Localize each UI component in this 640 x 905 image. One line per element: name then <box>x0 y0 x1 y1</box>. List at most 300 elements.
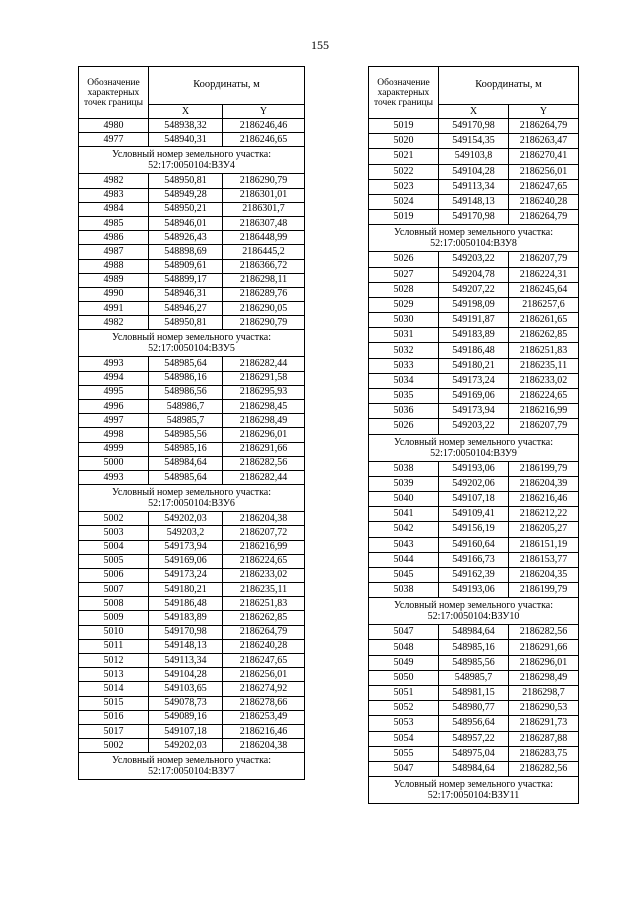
coord-x: 548984,64 <box>439 761 509 776</box>
point-id: 4986 <box>79 231 149 245</box>
coord-x: 549113,34 <box>439 179 509 194</box>
coord-x: 548981,15 <box>439 686 509 701</box>
point-id: 5034 <box>369 373 439 388</box>
point-id: 5051 <box>369 686 439 701</box>
coord-y: 2186298,49 <box>509 670 579 685</box>
coord-x: 549180,21 <box>439 358 509 373</box>
coord-x: 549202,03 <box>149 739 223 753</box>
land-plot-section-row <box>79 753 305 780</box>
coord-y: 2186212,22 <box>509 507 579 522</box>
point-id: 5054 <box>369 731 439 746</box>
coord-y: 2186240,28 <box>509 194 579 209</box>
table-row <box>369 552 579 567</box>
land-plot-number: Условный номер земельного участка: 52:17:0050104:ВЗУ7 <box>79 753 305 780</box>
table-row <box>369 522 579 537</box>
point-id: 5002 <box>79 739 149 753</box>
coord-y: 2186235,11 <box>509 358 579 373</box>
land-plot-number: Условный номер земельного участка: 52:17:0050104:ВЗУ4 <box>79 147 305 174</box>
coord-y: 2186290,79 <box>223 174 305 188</box>
table-row <box>79 597 305 611</box>
point-id: 4984 <box>79 202 149 216</box>
table-body-right <box>369 119 579 804</box>
point-id: 5002 <box>79 512 149 526</box>
coord-x: 549202,03 <box>149 512 223 526</box>
coord-y: 2186216,99 <box>223 540 305 554</box>
point-id: 4985 <box>79 216 149 230</box>
coord-x: 548985,7 <box>149 414 223 428</box>
coord-y: 2186246,65 <box>223 133 305 147</box>
coord-x: 549183,89 <box>149 611 223 625</box>
table-row <box>79 470 305 484</box>
point-id: 4990 <box>79 287 149 301</box>
coord-y: 2186445,2 <box>223 245 305 259</box>
coord-y: 2186278,66 <box>223 696 305 710</box>
point-id: 5008 <box>79 597 149 611</box>
point-id: 5031 <box>369 328 439 343</box>
coord-y: 2186282,56 <box>509 761 579 776</box>
coord-x: 548980,77 <box>439 701 509 716</box>
coord-y: 2186290,53 <box>509 701 579 716</box>
point-id: 4993 <box>79 357 149 371</box>
table-row <box>369 149 579 164</box>
point-id: 5007 <box>79 583 149 597</box>
coord-x: 549107,18 <box>149 724 223 738</box>
coord-x: 549207,22 <box>439 282 509 297</box>
table-row <box>79 568 305 582</box>
header-x: X <box>439 105 509 119</box>
coord-y: 2186264,79 <box>223 625 305 639</box>
point-id: 5042 <box>369 522 439 537</box>
coord-y: 2186291,66 <box>223 442 305 456</box>
point-id: 5000 <box>79 456 149 470</box>
point-id: 5044 <box>369 552 439 567</box>
table-row <box>79 710 305 724</box>
table-row <box>79 302 305 316</box>
table-row <box>369 567 579 582</box>
point-id: 4995 <box>79 385 149 399</box>
land-plot-section-row <box>369 777 579 804</box>
point-id: 5039 <box>369 476 439 491</box>
table-row <box>79 216 305 230</box>
table-body-left <box>79 119 305 780</box>
point-id: 5024 <box>369 194 439 209</box>
table-row <box>369 491 579 506</box>
coord-x: 548938,32 <box>149 119 223 133</box>
coord-x: 549113,34 <box>149 654 223 668</box>
point-id: 4993 <box>79 470 149 484</box>
table-row <box>79 554 305 568</box>
coord-x: 548950,21 <box>149 202 223 216</box>
land-plot-section-row <box>79 147 305 174</box>
coord-x: 548957,22 <box>439 731 509 746</box>
coord-y: 2186233,02 <box>509 373 579 388</box>
coord-x: 549173,94 <box>149 540 223 554</box>
coord-y: 2186366,72 <box>223 259 305 273</box>
coord-y: 2186290,05 <box>223 302 305 316</box>
coord-y: 2186261,65 <box>509 313 579 328</box>
coord-y: 2186283,75 <box>509 746 579 761</box>
table-row <box>369 297 579 312</box>
coord-x: 549198,09 <box>439 297 509 312</box>
table-row <box>79 668 305 682</box>
coord-y: 2186205,27 <box>509 522 579 537</box>
coord-x: 549148,13 <box>149 639 223 653</box>
coord-y: 2186233,02 <box>223 568 305 582</box>
point-id: 5050 <box>369 670 439 685</box>
coord-x: 549169,06 <box>439 389 509 404</box>
table-row <box>369 761 579 776</box>
point-id: 5036 <box>369 404 439 419</box>
coordinates-table-right <box>368 66 579 804</box>
coord-y: 2186296,01 <box>509 655 579 670</box>
point-id: 4987 <box>79 245 149 259</box>
coord-y: 2186204,39 <box>509 476 579 491</box>
coord-x: 549186,48 <box>149 597 223 611</box>
table-row <box>369 670 579 685</box>
coord-x: 548950,81 <box>149 174 223 188</box>
point-id: 5010 <box>79 625 149 639</box>
coord-y: 2186291,66 <box>509 640 579 655</box>
coord-y: 2186204,38 <box>223 512 305 526</box>
point-id: 4989 <box>79 273 149 287</box>
table-row <box>369 389 579 404</box>
coord-x: 548899,17 <box>149 273 223 287</box>
coord-x: 549202,06 <box>439 476 509 491</box>
coord-x: 549166,73 <box>439 552 509 567</box>
coord-y: 2186204,38 <box>223 739 305 753</box>
table-row <box>369 419 579 434</box>
table-row <box>369 134 579 149</box>
table-row <box>79 273 305 287</box>
table-row <box>79 400 305 414</box>
coord-x: 548956,64 <box>439 716 509 731</box>
coord-y: 2186251,83 <box>509 343 579 358</box>
coord-y: 2186290,79 <box>223 316 305 330</box>
table-row <box>79 625 305 639</box>
point-id: 5038 <box>369 583 439 598</box>
point-id: 5003 <box>79 526 149 540</box>
coord-x: 549204,78 <box>439 267 509 282</box>
point-id: 5015 <box>79 696 149 710</box>
table-row <box>369 537 579 552</box>
point-id: 5045 <box>369 567 439 582</box>
table-row <box>79 639 305 653</box>
table-row <box>369 746 579 761</box>
table-row <box>369 461 579 476</box>
point-id: 5017 <box>79 724 149 738</box>
coord-y: 2186298,49 <box>223 414 305 428</box>
coord-y: 2186224,31 <box>509 267 579 282</box>
coord-y: 2186216,99 <box>509 404 579 419</box>
point-id: 4991 <box>79 302 149 316</box>
coord-y: 2186298,7 <box>509 686 579 701</box>
coord-x: 548986,56 <box>149 385 223 399</box>
point-id: 5026 <box>369 419 439 434</box>
table-row <box>79 442 305 456</box>
coord-x: 549078,73 <box>149 696 223 710</box>
coord-y: 2186274,92 <box>223 682 305 696</box>
table-row <box>79 456 305 470</box>
coord-y: 2186263,47 <box>509 134 579 149</box>
table-row <box>369 252 579 267</box>
point-id: 5052 <box>369 701 439 716</box>
point-id: 5009 <box>79 611 149 625</box>
point-id: 5038 <box>369 461 439 476</box>
coord-x: 549186,48 <box>439 343 509 358</box>
coord-x: 548986,16 <box>149 371 223 385</box>
land-plot-section-row <box>79 330 305 357</box>
point-id: 5035 <box>369 389 439 404</box>
coord-y: 2186301,7 <box>223 202 305 216</box>
coord-y: 2186245,64 <box>509 282 579 297</box>
table-row <box>79 316 305 330</box>
coord-y: 2186291,73 <box>509 716 579 731</box>
table-row <box>79 231 305 245</box>
coord-x: 548949,28 <box>149 188 223 202</box>
coord-y: 2186448,99 <box>223 231 305 245</box>
point-id: 5019 <box>369 119 439 134</box>
point-id: 5026 <box>369 252 439 267</box>
point-id: 5013 <box>79 668 149 682</box>
coord-x: 549191,87 <box>439 313 509 328</box>
coord-x: 549103,65 <box>149 682 223 696</box>
table-row <box>369 373 579 388</box>
coord-x: 549183,89 <box>439 328 509 343</box>
coord-x: 549162,39 <box>439 567 509 582</box>
table-row <box>369 358 579 373</box>
coord-y: 2186216,46 <box>509 491 579 506</box>
coord-x: 548946,01 <box>149 216 223 230</box>
table-row <box>369 686 579 701</box>
point-id: 5023 <box>369 179 439 194</box>
table-row <box>369 716 579 731</box>
point-id: 4988 <box>79 259 149 273</box>
coord-y: 2186204,35 <box>509 567 579 582</box>
point-id: 4983 <box>79 188 149 202</box>
coord-x: 549154,35 <box>439 134 509 149</box>
table-row <box>369 313 579 328</box>
table-row <box>369 328 579 343</box>
point-id: 5004 <box>79 540 149 554</box>
coord-y: 2186207,72 <box>223 526 305 540</box>
point-id: 5011 <box>79 639 149 653</box>
coord-x: 548985,64 <box>149 470 223 484</box>
point-id: 5040 <box>369 491 439 506</box>
coord-x: 548986,7 <box>149 400 223 414</box>
table-row <box>79 174 305 188</box>
point-id: 5030 <box>369 313 439 328</box>
coord-y: 2186235,11 <box>223 583 305 597</box>
coord-x: 549104,28 <box>439 164 509 179</box>
coord-x: 548926,43 <box>149 231 223 245</box>
point-id: 5022 <box>369 164 439 179</box>
coord-y: 2186253,49 <box>223 710 305 724</box>
coord-y: 2186282,44 <box>223 357 305 371</box>
land-plot-section-row <box>369 434 579 461</box>
table-row <box>79 385 305 399</box>
land-plot-number: Условный номер земельного участка: 52:17:0050104:ВЗУ9 <box>369 434 579 461</box>
point-id: 5047 <box>369 625 439 640</box>
point-id: 4980 <box>79 119 149 133</box>
table-row <box>369 731 579 746</box>
coord-x: 548984,64 <box>439 625 509 640</box>
table-row <box>79 414 305 428</box>
coord-y: 2186151,19 <box>509 537 579 552</box>
coord-x: 548985,64 <box>149 357 223 371</box>
coord-x: 548909,61 <box>149 259 223 273</box>
table-row <box>79 739 305 753</box>
point-id: 5014 <box>79 682 149 696</box>
table-row <box>79 428 305 442</box>
coord-x: 549103,8 <box>439 149 509 164</box>
coord-y: 2186307,48 <box>223 216 305 230</box>
table-row <box>79 371 305 385</box>
coord-y: 2186247,65 <box>509 179 579 194</box>
coord-x: 548985,56 <box>439 655 509 670</box>
table-row <box>369 210 579 225</box>
point-id: 5032 <box>369 343 439 358</box>
point-id: 4977 <box>79 133 149 147</box>
coord-y: 2186296,01 <box>223 428 305 442</box>
table-row <box>79 357 305 371</box>
land-plot-number: Условный номер земельного участка: 52:17:0050104:ВЗУ6 <box>79 485 305 512</box>
coord-y: 2186301,01 <box>223 188 305 202</box>
coord-y: 2186291,58 <box>223 371 305 385</box>
coord-x: 548985,16 <box>439 640 509 655</box>
table-row <box>79 540 305 554</box>
coord-y: 2186256,01 <box>223 668 305 682</box>
page-number: 155 <box>311 38 329 52</box>
land-plot-section-row <box>369 225 579 252</box>
table-row <box>369 583 579 598</box>
coord-y: 2186224,65 <box>509 389 579 404</box>
coord-y: 2186153,77 <box>509 552 579 567</box>
header-coordinates: Координаты, м <box>439 67 579 105</box>
coord-y: 2186246,46 <box>223 119 305 133</box>
coord-y: 2186270,41 <box>509 149 579 164</box>
coord-y: 2186287,88 <box>509 731 579 746</box>
coord-y: 2186295,93 <box>223 385 305 399</box>
point-id: 4982 <box>79 316 149 330</box>
coord-x: 548946,31 <box>149 287 223 301</box>
point-id: 5020 <box>369 134 439 149</box>
coord-x: 548984,64 <box>149 456 223 470</box>
coord-y: 2186247,65 <box>223 654 305 668</box>
coord-y: 2186282,56 <box>509 625 579 640</box>
table-row <box>79 583 305 597</box>
coord-x: 549170,98 <box>439 210 509 225</box>
coord-x: 549170,98 <box>439 119 509 134</box>
header-x: X <box>149 105 223 119</box>
table-row <box>79 724 305 738</box>
coord-x: 548985,56 <box>149 428 223 442</box>
header-point-designation: Обозначение характерных точек границы <box>369 67 439 119</box>
coord-x: 549104,28 <box>149 668 223 682</box>
coord-y: 2186240,28 <box>223 639 305 653</box>
table-row <box>369 343 579 358</box>
header-coordinates: Координаты, м <box>149 67 305 105</box>
coord-y: 2186199,79 <box>509 583 579 598</box>
coord-y: 2186262,85 <box>223 611 305 625</box>
coord-x: 548950,81 <box>149 316 223 330</box>
coord-x: 548975,04 <box>439 746 509 761</box>
table-row <box>369 701 579 716</box>
land-plot-number: Условный номер земельного участка: 52:17:0050104:ВЗУ8 <box>369 225 579 252</box>
point-id: 5055 <box>369 746 439 761</box>
point-id: 5048 <box>369 640 439 655</box>
coord-x: 549173,94 <box>439 404 509 419</box>
coord-x: 549173,24 <box>149 568 223 582</box>
coord-x: 549156,19 <box>439 522 509 537</box>
coord-y: 2186289,76 <box>223 287 305 301</box>
coord-x: 549148,13 <box>439 194 509 209</box>
coord-x: 549089,16 <box>149 710 223 724</box>
land-plot-number: Условный номер земельного участка: 52:17:0050104:ВЗУ10 <box>369 598 579 625</box>
point-id: 4999 <box>79 442 149 456</box>
table-row <box>369 194 579 209</box>
land-plot-number: Условный номер земельного участка: 52:17:0050104:ВЗУ11 <box>369 777 579 804</box>
point-id: 4994 <box>79 371 149 385</box>
header-y: Y <box>509 105 579 119</box>
table-row <box>79 611 305 625</box>
coord-x: 548985,16 <box>149 442 223 456</box>
coord-x: 549160,64 <box>439 537 509 552</box>
coord-y: 2186264,79 <box>509 119 579 134</box>
table-row <box>79 245 305 259</box>
coord-x: 549203,22 <box>439 419 509 434</box>
point-id: 5019 <box>369 210 439 225</box>
table-row <box>79 526 305 540</box>
point-id: 5043 <box>369 537 439 552</box>
table-row <box>369 267 579 282</box>
table-row <box>79 259 305 273</box>
coord-y: 2186224,65 <box>223 554 305 568</box>
table-row <box>79 119 305 133</box>
coord-x: 549203,2 <box>149 526 223 540</box>
table-row <box>79 202 305 216</box>
land-plot-section-row <box>79 485 305 512</box>
land-plot-section-row <box>369 598 579 625</box>
table-row <box>369 404 579 419</box>
point-id: 5047 <box>369 761 439 776</box>
point-id: 5006 <box>79 568 149 582</box>
table-row <box>369 625 579 640</box>
coord-y: 2186298,11 <box>223 273 305 287</box>
point-id: 5029 <box>369 297 439 312</box>
coord-y: 2186256,01 <box>509 164 579 179</box>
point-id: 5027 <box>369 267 439 282</box>
table-row <box>369 179 579 194</box>
point-id: 4997 <box>79 414 149 428</box>
land-plot-number: Условный номер земельного участка: 52:17:0050104:ВЗУ5 <box>79 330 305 357</box>
table-row <box>369 282 579 297</box>
point-id: 5005 <box>79 554 149 568</box>
coord-x: 549107,18 <box>439 491 509 506</box>
coord-y: 2186199,79 <box>509 461 579 476</box>
point-id: 5049 <box>369 655 439 670</box>
coord-x: 548985,7 <box>439 670 509 685</box>
table-row <box>79 133 305 147</box>
coord-x: 549169,06 <box>149 554 223 568</box>
coord-y: 2186264,79 <box>509 210 579 225</box>
coord-x: 548898,69 <box>149 245 223 259</box>
point-id: 5016 <box>79 710 149 724</box>
coord-x: 548946,27 <box>149 302 223 316</box>
table-row <box>79 654 305 668</box>
coord-y: 2186282,56 <box>223 456 305 470</box>
point-id: 5012 <box>79 654 149 668</box>
point-id: 5053 <box>369 716 439 731</box>
